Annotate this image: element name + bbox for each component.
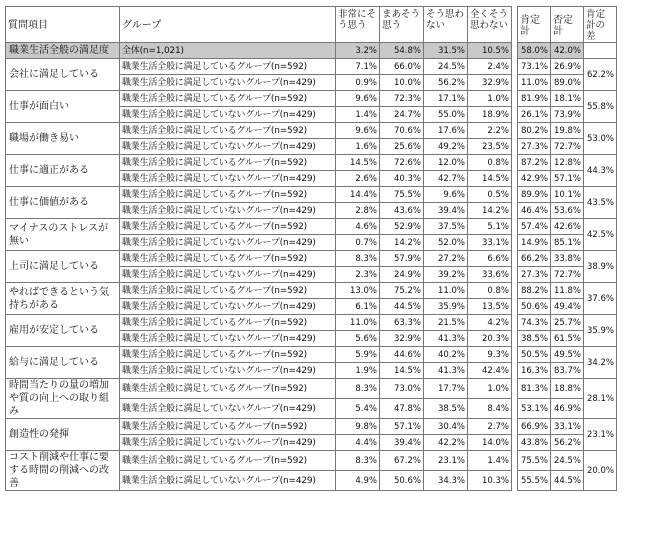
total-positive: 58.0%	[518, 43, 551, 59]
response-value: 2.7%	[468, 419, 512, 435]
response-value: 39.2%	[424, 267, 468, 283]
question-item: マイナスのストレスが無い	[6, 219, 120, 251]
question-item: 上司に満足している	[6, 251, 120, 283]
response-value: 8.3%	[336, 251, 380, 267]
response-value: 72.3%	[380, 91, 424, 107]
response-value: 44.6%	[380, 347, 424, 363]
response-value: 0.8%	[468, 283, 512, 299]
positive-total: 55.5%	[518, 471, 551, 491]
positive-total: 73.1%	[518, 59, 551, 75]
response-value: 5.4%	[336, 399, 380, 419]
response-value: 24.5%	[424, 59, 468, 75]
response-value: 9.3%	[468, 347, 512, 363]
positive-diff: 43.5%	[584, 187, 617, 219]
response-value: 2.4%	[468, 59, 512, 75]
response-value: 9.6%	[336, 91, 380, 107]
response-value: 35.9%	[424, 299, 468, 315]
response-value: 52.9%	[380, 219, 424, 235]
header-very-agree: 非常にそう思う	[336, 7, 380, 43]
table-row	[6, 283, 617, 299]
negative-total: 72.7%	[551, 139, 584, 155]
survey-table-container	[5, 6, 617, 491]
positive-total: 38.5%	[518, 331, 551, 347]
positive-diff: 23.1%	[584, 419, 617, 451]
response-value: 14.2%	[468, 203, 512, 219]
table-row	[6, 91, 617, 107]
positive-total: 81.3%	[518, 379, 551, 399]
response-value: 44.5%	[380, 299, 424, 315]
response-value: 1.4%	[468, 451, 512, 471]
negative-total: 12.8%	[551, 155, 584, 171]
response-value: 5.9%	[336, 347, 380, 363]
positive-total: 27.3%	[518, 267, 551, 283]
question-item: 職場が働き易い	[6, 123, 120, 155]
positive-total: 89.9%	[518, 187, 551, 203]
positive-total: 27.3%	[518, 139, 551, 155]
negative-total: 72.7%	[551, 267, 584, 283]
group-label: 職業生活全般に満足していないグループ(n=429)	[120, 171, 336, 187]
positive-total: 74.3%	[518, 315, 551, 331]
negative-total: 26.9%	[551, 59, 584, 75]
response-value: 21.5%	[424, 315, 468, 331]
response-value: 41.3%	[424, 363, 468, 379]
group-label: 職業生活全般に満足していないグループ(n=429)	[120, 399, 336, 419]
response-value: 1.9%	[336, 363, 380, 379]
negative-total: 46.9%	[551, 399, 584, 419]
response-value: 57.1%	[380, 419, 424, 435]
survey-table	[5, 6, 617, 491]
response-value: 17.1%	[424, 91, 468, 107]
group-label: 職業生活全般に満足しているグループ(n=592)	[120, 347, 336, 363]
group-label: 職業生活全般に満足していないグループ(n=429)	[120, 75, 336, 91]
response-value: 24.7%	[380, 107, 424, 123]
response-value: 43.6%	[380, 203, 424, 219]
response-value: 11.0%	[424, 283, 468, 299]
header-item: 質問項目	[6, 7, 120, 43]
question-item: やればできるという気持ちがある	[6, 283, 120, 315]
table-row	[6, 251, 617, 267]
response-value: 2.6%	[336, 171, 380, 187]
positive-total: 46.4%	[518, 203, 551, 219]
response-value: 27.2%	[424, 251, 468, 267]
negative-total: 85.1%	[551, 235, 584, 251]
negative-total: 10.1%	[551, 187, 584, 203]
total-value: 31.5%	[424, 43, 468, 59]
response-value: 47.8%	[380, 399, 424, 419]
positive-total: 26.1%	[518, 107, 551, 123]
response-value: 1.4%	[336, 107, 380, 123]
response-value: 12.0%	[424, 155, 468, 171]
response-value: 4.4%	[336, 435, 380, 451]
total-group: 全体(n=1,021)	[120, 43, 336, 59]
negative-total: 83.7%	[551, 363, 584, 379]
response-value: 14.4%	[336, 187, 380, 203]
positive-total: 87.2%	[518, 155, 551, 171]
positive-diff: 55.8%	[584, 91, 617, 123]
response-value: 13.5%	[468, 299, 512, 315]
negative-total: 11.8%	[551, 283, 584, 299]
response-value: 1.0%	[468, 379, 512, 399]
response-value: 39.4%	[380, 435, 424, 451]
response-value: 10.0%	[380, 75, 424, 91]
response-value: 34.3%	[424, 471, 468, 491]
positive-total: 16.3%	[518, 363, 551, 379]
positive-total: 50.6%	[518, 299, 551, 315]
positive-total: 81.9%	[518, 91, 551, 107]
question-item: 仕事が面白い	[6, 91, 120, 123]
question-item: 雇用が安定している	[6, 315, 120, 347]
group-label: 職業生活全般に満足しているグループ(n=592)	[120, 187, 336, 203]
negative-total: 18.8%	[551, 379, 584, 399]
negative-total: 19.8%	[551, 123, 584, 139]
negative-total: 53.6%	[551, 203, 584, 219]
response-value: 9.6%	[424, 187, 468, 203]
negative-total: 25.7%	[551, 315, 584, 331]
group-label: 職業生活全般に満足しているグループ(n=592)	[120, 315, 336, 331]
group-label: 職業生活全般に満足しているグループ(n=592)	[120, 59, 336, 75]
negative-total: 89.0%	[551, 75, 584, 91]
table-row	[6, 379, 617, 399]
table-row	[6, 219, 617, 235]
group-label: 職業生活全般に満足しているグループ(n=592)	[120, 451, 336, 471]
response-value: 17.7%	[424, 379, 468, 399]
response-value: 41.3%	[424, 331, 468, 347]
negative-total: 33.8%	[551, 251, 584, 267]
positive-diff: 44.3%	[584, 155, 617, 187]
group-label: 職業生活全般に満足しているグループ(n=592)	[120, 123, 336, 139]
positive-total: 14.9%	[518, 235, 551, 251]
response-value: 5.1%	[468, 219, 512, 235]
positive-total: 42.9%	[518, 171, 551, 187]
header-row	[6, 7, 617, 43]
response-value: 11.0%	[336, 315, 380, 331]
positive-total: 75.5%	[518, 451, 551, 471]
response-value: 24.9%	[380, 267, 424, 283]
response-value: 13.0%	[336, 283, 380, 299]
response-value: 42.2%	[424, 435, 468, 451]
response-value: 75.2%	[380, 283, 424, 299]
total-item: 職業生活全般の満足度	[6, 43, 120, 59]
question-item: 時間当たりの量の増加や質の向上への取り組み	[6, 379, 120, 419]
total-value: 54.8%	[380, 43, 424, 59]
positive-total: 66.9%	[518, 419, 551, 435]
response-value: 37.5%	[424, 219, 468, 235]
positive-total: 57.4%	[518, 219, 551, 235]
response-value: 40.2%	[424, 347, 468, 363]
group-label: 職業生活全般に満足していないグループ(n=429)	[120, 471, 336, 491]
positive-diff: 38.9%	[584, 251, 617, 283]
group-label: 職業生活全般に満足していないグループ(n=429)	[120, 267, 336, 283]
response-value: 17.6%	[424, 123, 468, 139]
group-label: 職業生活全般に満足しているグループ(n=592)	[120, 155, 336, 171]
question-item: 会社に満足している	[6, 59, 120, 91]
negative-total: 42.6%	[551, 219, 584, 235]
negative-total: 61.5%	[551, 331, 584, 347]
response-value: 57.9%	[380, 251, 424, 267]
question-item: コスト削減や仕事に要する時間の削減への改善	[6, 451, 120, 491]
positive-total: 53.1%	[518, 399, 551, 419]
positive-diff: 42.5%	[584, 219, 617, 251]
group-label: 職業生活全般に満足しているグループ(n=592)	[120, 251, 336, 267]
response-value: 50.6%	[380, 471, 424, 491]
response-value: 42.7%	[424, 171, 468, 187]
response-value: 14.2%	[380, 235, 424, 251]
negative-total: 18.1%	[551, 91, 584, 107]
question-item: 仕事に適正がある	[6, 155, 120, 187]
response-value: 67.2%	[380, 451, 424, 471]
group-label: 職業生活全般に満足していないグループ(n=429)	[120, 107, 336, 123]
positive-diff: 28.1%	[584, 379, 617, 419]
response-value: 55.0%	[424, 107, 468, 123]
response-value: 63.3%	[380, 315, 424, 331]
group-label: 職業生活全般に満足していないグループ(n=429)	[120, 139, 336, 155]
response-value: 14.5%	[336, 155, 380, 171]
positive-diff: 35.9%	[584, 315, 617, 347]
table-row	[6, 315, 617, 331]
response-value: 39.4%	[424, 203, 468, 219]
response-value: 32.9%	[468, 75, 512, 91]
response-value: 4.9%	[336, 471, 380, 491]
response-value: 52.0%	[424, 235, 468, 251]
response-value: 25.6%	[380, 139, 424, 155]
group-label: 職業生活全般に満足していないグループ(n=429)	[120, 299, 336, 315]
negative-total: 49.4%	[551, 299, 584, 315]
response-value: 66.0%	[380, 59, 424, 75]
group-label: 職業生活全般に満足していないグループ(n=429)	[120, 203, 336, 219]
group-label: 職業生活全般に満足しているグループ(n=592)	[120, 91, 336, 107]
header-group: グループ	[120, 7, 336, 43]
total-negative: 42.0%	[551, 43, 584, 59]
header-disagree: そう思わない	[424, 7, 468, 43]
positive-diff: 37.6%	[584, 283, 617, 315]
total-value: 10.5%	[468, 43, 512, 59]
positive-diff: 62.2%	[584, 59, 617, 91]
negative-total: 24.5%	[551, 451, 584, 471]
question-item: 給与に満足している	[6, 347, 120, 379]
response-value: 0.8%	[468, 155, 512, 171]
response-value: 32.9%	[380, 331, 424, 347]
response-value: 70.6%	[380, 123, 424, 139]
response-value: 33.1%	[468, 235, 512, 251]
total-value: 3.2%	[336, 43, 380, 59]
response-value: 7.1%	[336, 59, 380, 75]
response-value: 49.2%	[424, 139, 468, 155]
response-value: 9.6%	[336, 123, 380, 139]
group-label: 職業生活全般に満足していないグループ(n=429)	[120, 235, 336, 251]
positive-total: 43.8%	[518, 435, 551, 451]
response-value: 1.6%	[336, 139, 380, 155]
response-value: 23.1%	[424, 451, 468, 471]
response-value: 6.1%	[336, 299, 380, 315]
negative-total: 49.5%	[551, 347, 584, 363]
response-value: 72.6%	[380, 155, 424, 171]
table-row	[6, 451, 617, 471]
response-value: 8.4%	[468, 399, 512, 419]
group-label: 職業生活全般に満足しているグループ(n=592)	[120, 283, 336, 299]
negative-total: 57.1%	[551, 171, 584, 187]
response-value: 18.9%	[468, 107, 512, 123]
negative-total: 33.1%	[551, 419, 584, 435]
response-value: 2.3%	[336, 267, 380, 283]
header-somewhat-agree: まあそう思う	[380, 7, 424, 43]
positive-diff: 20.0%	[584, 451, 617, 491]
response-value: 2.8%	[336, 203, 380, 219]
positive-total: 50.5%	[518, 347, 551, 363]
question-item: 仕事に価値がある	[6, 187, 120, 219]
response-value: 10.3%	[468, 471, 512, 491]
table-row	[6, 123, 617, 139]
positive-total: 11.0%	[518, 75, 551, 91]
response-value: 42.4%	[468, 363, 512, 379]
group-label: 職業生活全般に満足していないグループ(n=429)	[120, 331, 336, 347]
group-label: 職業生活全般に満足しているグループ(n=592)	[120, 219, 336, 235]
response-value: 73.0%	[380, 379, 424, 399]
response-value: 20.3%	[468, 331, 512, 347]
response-value: 40.3%	[380, 171, 424, 187]
response-value: 8.3%	[336, 379, 380, 399]
response-value: 1.0%	[468, 91, 512, 107]
response-value: 75.5%	[380, 187, 424, 203]
negative-total: 73.9%	[551, 107, 584, 123]
response-value: 14.5%	[468, 171, 512, 187]
negative-total: 56.2%	[551, 435, 584, 451]
positive-diff: 53.0%	[584, 123, 617, 155]
header-negative-total: 否定計	[551, 7, 584, 43]
response-value: 0.5%	[468, 187, 512, 203]
response-value: 5.6%	[336, 331, 380, 347]
response-value: 0.9%	[336, 75, 380, 91]
header-positive-diff: 肯定計の差	[584, 7, 617, 43]
group-label: 職業生活全般に満足しているグループ(n=592)	[120, 379, 336, 399]
header-positive-total: 肯定計	[518, 7, 551, 43]
positive-total: 80.2%	[518, 123, 551, 139]
response-value: 14.0%	[468, 435, 512, 451]
response-value: 23.5%	[468, 139, 512, 155]
positive-total: 88.2%	[518, 283, 551, 299]
total-row	[6, 43, 617, 59]
table-row	[6, 187, 617, 203]
table-row	[6, 59, 617, 75]
question-item: 創造性の発揮	[6, 419, 120, 451]
table-row	[6, 419, 617, 435]
group-label: 職業生活全般に満足していないグループ(n=429)	[120, 435, 336, 451]
response-value: 9.8%	[336, 419, 380, 435]
response-value: 33.6%	[468, 267, 512, 283]
total-diff-empty	[584, 43, 617, 59]
response-value: 14.5%	[380, 363, 424, 379]
response-value: 4.2%	[468, 315, 512, 331]
group-label: 職業生活全般に満足していないグループ(n=429)	[120, 363, 336, 379]
positive-diff: 34.2%	[584, 347, 617, 379]
table-row	[6, 155, 617, 171]
header-strongly-disagree: 全くそう思わない	[468, 7, 512, 43]
positive-total: 66.2%	[518, 251, 551, 267]
response-value: 8.3%	[336, 451, 380, 471]
response-value: 38.5%	[424, 399, 468, 419]
negative-total: 44.5%	[551, 471, 584, 491]
table-row	[6, 347, 617, 363]
group-label: 職業生活全般に満足しているグループ(n=592)	[120, 419, 336, 435]
response-value: 0.7%	[336, 235, 380, 251]
response-value: 6.6%	[468, 251, 512, 267]
response-value: 30.4%	[424, 419, 468, 435]
response-value: 2.2%	[468, 123, 512, 139]
response-value: 4.6%	[336, 219, 380, 235]
response-value: 56.2%	[424, 75, 468, 91]
